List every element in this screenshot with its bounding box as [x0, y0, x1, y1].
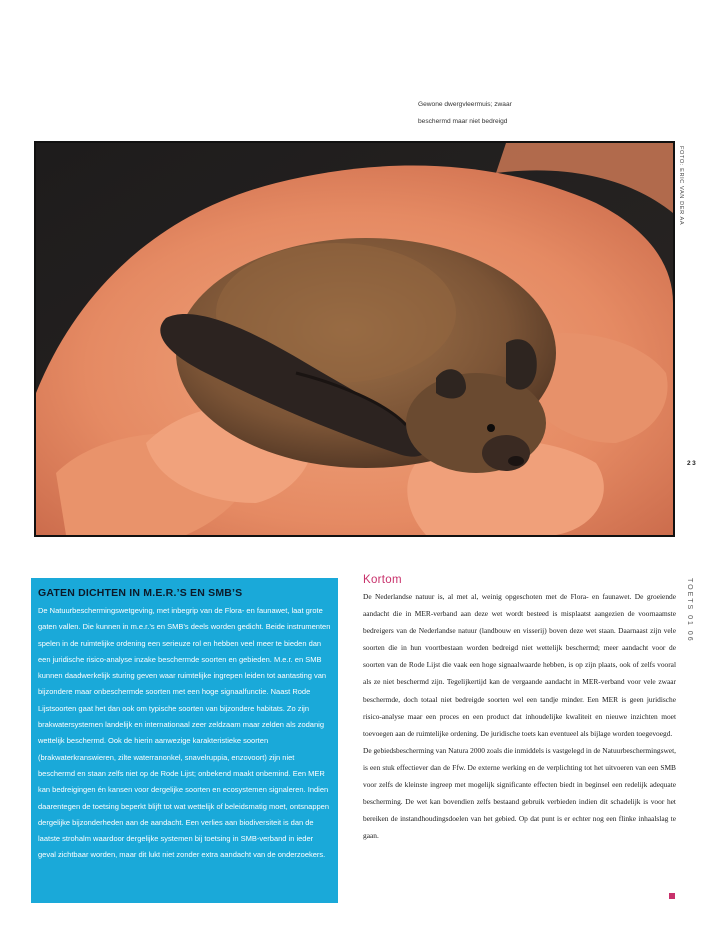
- end-of-article-mark: [669, 893, 675, 899]
- sidebar-box-title: GATEN DICHTEN IN M.E.R.’S EN SMB’S: [38, 587, 243, 599]
- bat-illustration: [36, 143, 673, 535]
- summary-paragraph-1: De Nederlandse natuur is, al met al, weinig opgeschoten met de Flora- en faunawet. De groeiende aandacht die in MER-verband aan deze wet wordt besteed is misplaatst aangezien de voornaamste bedreigers van de Nederlandse natuur (landbouw en visserij) boven deze wet staan. Daarnaast zijn vele soorten die in hun voortbestaan worden bedreigd niet wettelijk beschermd; meer aandacht voor de soorten van de Rode Lijst die vaak een hoge signaalwaarde hebben, is op zijn plaats, ook of zelfs vooral als ze niet beschermd zijn. Tegelijkertijd kan de vergaande aandacht in MER-verband voor vele zwaar beschermde, doch totaal niet bedreigde soorten wel een tandje minder. Een MER is geen juridische risico-analyse maar een proces en een product dat inhoudelijke kwaliteit en nieuwe inzichten moet toevoegen aan de ruimtelijke ordening. De juridische toets kan eventueel als bijlage worden toegevoegd.: [363, 592, 676, 738]
- bat-photo: [34, 141, 675, 537]
- sidebar-box: [31, 578, 338, 903]
- photo-caption: [418, 96, 578, 130]
- caption-line-1: Gewone dwergvleermuis; zwaar: [418, 101, 512, 108]
- summary-column: [363, 574, 676, 844]
- summary-paragraph-2: De gebiedsbescherming van Natura 2000 zoals die inmiddels is vastgelegd in de Natuurbeschermingswet, is een stuk effectiever dan de Ffw. De externe werking en de verplichting tot het uitvoeren van een SMB voor zelfs de kleinste ingreep met mogelijk significante effecten biedt in beginsel een redelijk adequate bescherming. De wet kan bovendien zelfs bestaand gebruik verbieden indien dit schadelijk is voor het bereiken de instandhoudingsdoelen van het gebied. Op dat punt is er echter nog een flinke inhaalslag te gaan.: [363, 745, 676, 841]
- page-number: 23: [687, 460, 698, 467]
- photo-credit: FOTO: ERIC VAN DER AA: [678, 146, 684, 226]
- journal-label: TOETS 01 06: [686, 578, 693, 643]
- sidebar-box-body: De Natuurbeschermingswetgeving, met inbegrip van de Flora- en faunawet, laat grote gaten vallen. Die kunnen in m.e.r.’s en SMB’s deels worden gedicht. Beide instrumenten spelen in de ruimtelijke ordening een serieuze rol en hebben veel meer te bieden dan een juridische risico-analyse inzake beschermde soorten en gebieden. M.e.r. en SMB kunnen daadwerkelijk sturing geven waar ruimtelijke ingrepen leiden tot aantasting van bijzondere maar onbeschermde soorten met een hoge signaalfunctie. Naast Rode Lijstsoorten gaat het dan ook om typische soorten van bijzondere habitats. Zo zijn brakwatersystemen landelijk en internationaal zeer zeldzaam maar zelden als zodanig wettelijk beschermd. Ook de hierin aanwezige karakteristieke soorten (brakwaterkranswieren, zilte waterranonkel, snavelruppia, enzovoort) zijn niet beschermd en staan zelfs niet op de Rode Lijst; onbekend maakt onbemind. Een MER kan bedreigingen én kansen voor dergelijke soorten en ecosystemen signaleren. Indien daarentegen de toetsing beperkt blijft tot wat wettelijk of beleidsmatig moet, ontsnappen dergelijke bijzonderheden aan de aandacht. Een verlies aan biodiversiteit is dan de laatste strohalm waardoor dergelijke systemen bij toetsing in SMB-verband in ieder geval zichtbaar worden, maar dit lukt niet zonder extra aandacht van de onderzoekers.: [38, 606, 331, 860]
- caption-line-2: beschermd maar niet bedreigd: [418, 118, 508, 125]
- summary-title: Kortom: [363, 574, 402, 586]
